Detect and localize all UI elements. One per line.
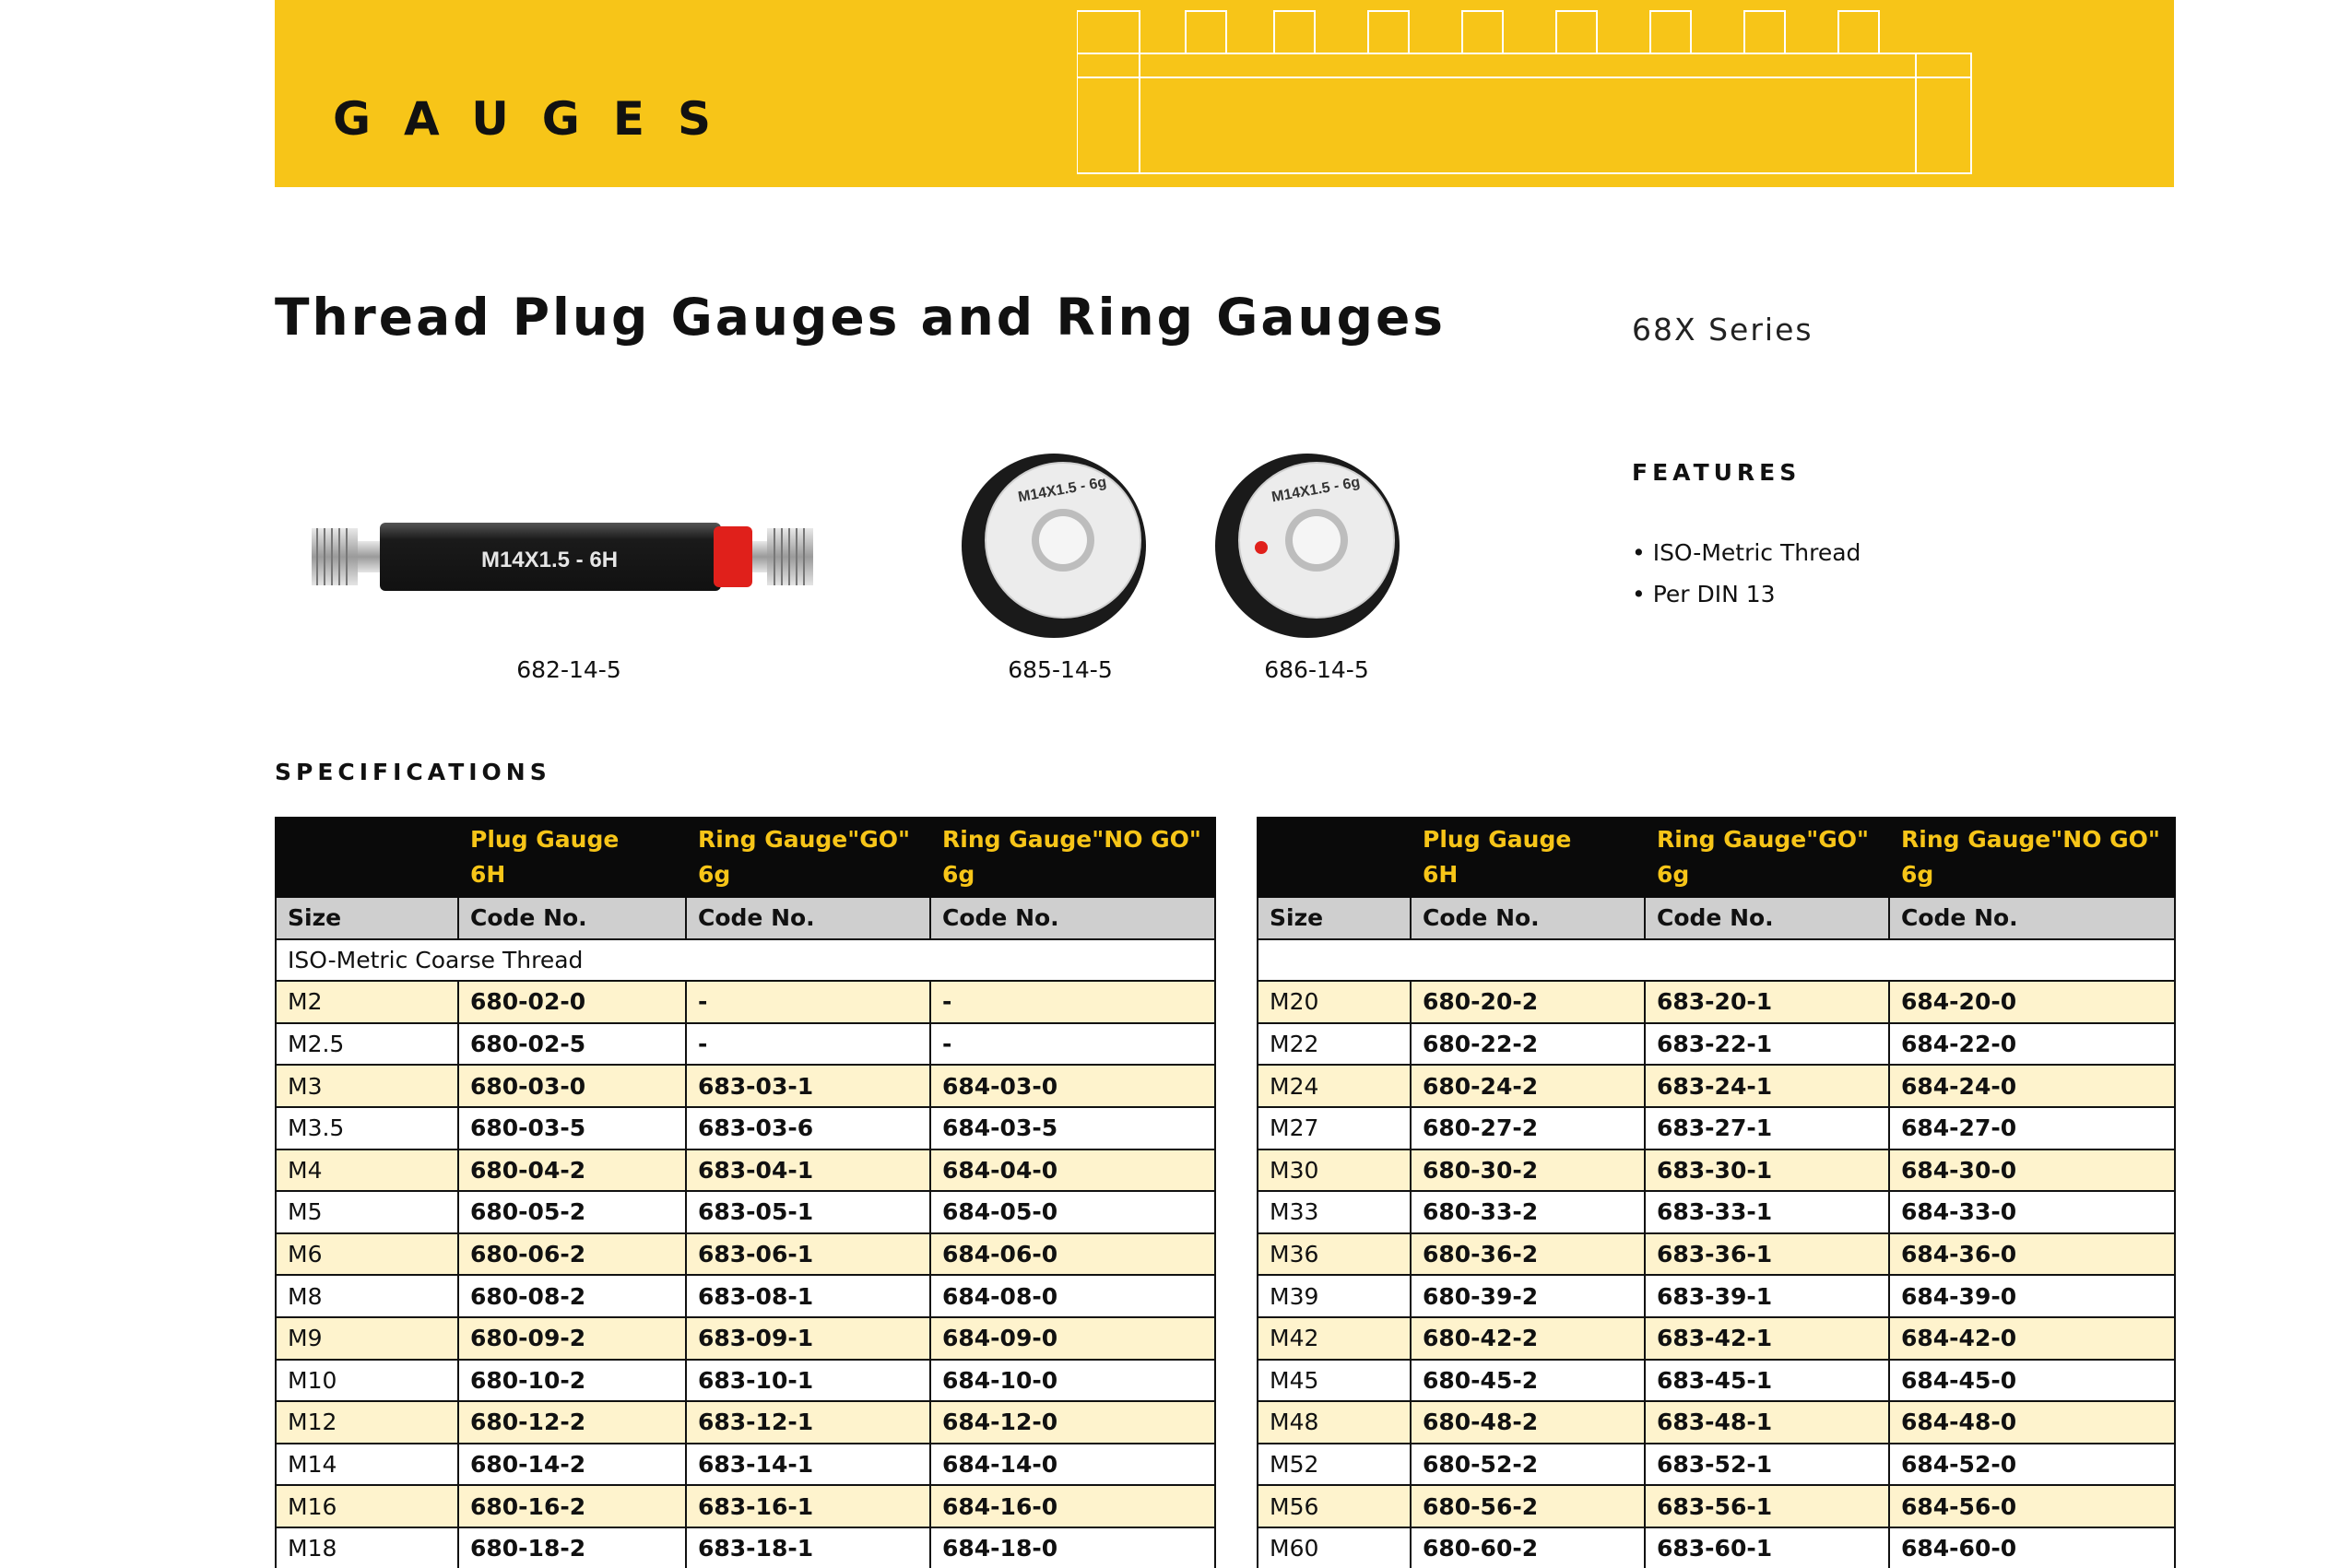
code-cell: 680-06-2 [458, 1233, 686, 1276]
plug-gauge-image [308, 512, 861, 604]
table-row [276, 1401, 1215, 1444]
code-cell: 680-27-2 [1411, 1107, 1645, 1149]
code-cell: 684-48-0 [1889, 1401, 2175, 1444]
section-label-empty [1258, 939, 2175, 982]
size-cell: M20 [1258, 981, 1411, 1023]
table-row [276, 1275, 1215, 1317]
header-ring-go: Ring Gauge"GO" 6g [686, 818, 930, 897]
code-cell: 683-14-1 [686, 1444, 930, 1486]
table-row [276, 1317, 1215, 1360]
table-row [1258, 1023, 2175, 1066]
banner-title: GAUGES [333, 92, 745, 146]
code-cell: 680-33-2 [1411, 1191, 1645, 1233]
code-cell: 683-08-1 [686, 1275, 930, 1317]
code-cell: 683-22-1 [1645, 1023, 1889, 1066]
feature-item: • ISO-Metric Thread [1632, 539, 1861, 566]
spec-table-left [275, 817, 1216, 1568]
table-subheader-row [1258, 897, 2175, 939]
size-cell: M16 [276, 1485, 458, 1527]
product-code-plug: 682-14-5 [516, 656, 621, 683]
subheader-size: Size [276, 897, 458, 939]
code-cell: 684-14-0 [930, 1444, 1215, 1486]
header-plug-gauge: Plug Gauge 6H [1411, 818, 1645, 897]
table-row [1258, 1401, 2175, 1444]
code-cell: 680-02-5 [458, 1023, 686, 1066]
table-row [276, 1149, 1215, 1192]
size-cell: M18 [276, 1527, 458, 1568]
table-row [276, 1444, 1215, 1486]
code-cell: 684-42-0 [1889, 1317, 2175, 1360]
plug-gauge-marking: M14X1.5 - 6H [480, 548, 619, 572]
subheader-size: Size [1258, 897, 1411, 939]
code-cell: 680-04-2 [458, 1149, 686, 1192]
subheader-code-no: Code No. [458, 897, 686, 939]
table-row [276, 1023, 1215, 1066]
code-cell: 684-18-0 [930, 1527, 1215, 1568]
size-cell: M39 [1258, 1275, 1411, 1317]
code-cell: 680-14-2 [458, 1444, 686, 1486]
code-cell: 684-36-0 [1889, 1233, 2175, 1276]
size-cell: M14 [276, 1444, 458, 1486]
code-cell: 684-60-0 [1889, 1527, 2175, 1568]
ring-gauge-go-image [954, 442, 1157, 645]
code-cell: 684-45-0 [1889, 1360, 2175, 1402]
size-cell: M6 [276, 1233, 458, 1276]
page-title: Thread Plug Gauges and Ring Gauges [275, 288, 1447, 347]
code-cell: 684-10-0 [930, 1360, 1215, 1402]
code-cell: 683-12-1 [686, 1401, 930, 1444]
table-row [1258, 1317, 2175, 1360]
subheader-code-no: Code No. [930, 897, 1215, 939]
size-cell: M27 [1258, 1107, 1411, 1149]
table-section-row [1258, 939, 2175, 982]
code-cell: 683-03-1 [686, 1065, 930, 1107]
code-cell: - [686, 981, 930, 1023]
spec-table-right [1257, 817, 2176, 1568]
table-row [276, 1233, 1215, 1276]
subheader-code-no: Code No. [1889, 897, 2175, 939]
table-row [1258, 1527, 2175, 1568]
code-cell: 683-06-1 [686, 1233, 930, 1276]
table-row [1258, 1065, 2175, 1107]
code-cell: 684-27-0 [1889, 1107, 2175, 1149]
size-cell: M45 [1258, 1360, 1411, 1402]
size-cell: M5 [276, 1191, 458, 1233]
table-header-row [1258, 818, 2175, 897]
code-cell: 684-56-0 [1889, 1485, 2175, 1527]
table-row [1258, 1275, 2175, 1317]
code-cell: - [930, 1023, 1215, 1066]
code-cell: 683-10-1 [686, 1360, 930, 1402]
code-cell: 680-36-2 [1411, 1233, 1645, 1276]
code-cell: 684-52-0 [1889, 1444, 2175, 1486]
code-cell: 680-60-2 [1411, 1527, 1645, 1568]
header-ring-nogo: Ring Gauge"NO GO" 6g [1889, 818, 2175, 897]
code-cell: 680-56-2 [1411, 1485, 1645, 1527]
code-cell: 684-39-0 [1889, 1275, 2175, 1317]
code-cell: 683-42-1 [1645, 1317, 1889, 1360]
code-cell: 683-56-1 [1645, 1485, 1889, 1527]
table-row [276, 1360, 1215, 1402]
code-cell: 680-02-0 [458, 981, 686, 1023]
product-code-ring-go: 685-14-5 [1008, 656, 1113, 683]
code-cell: 683-60-1 [1645, 1527, 1889, 1568]
table-header-row [276, 818, 1215, 897]
code-cell: 683-52-1 [1645, 1444, 1889, 1486]
code-cell: 683-18-1 [686, 1527, 930, 1568]
size-cell: M9 [276, 1317, 458, 1360]
product-code-ring-nogo: 686-14-5 [1264, 656, 1369, 683]
code-cell: 683-27-1 [1645, 1107, 1889, 1149]
code-cell: 684-09-0 [930, 1317, 1215, 1360]
table-row [1258, 1107, 2175, 1149]
code-cell: 683-05-1 [686, 1191, 930, 1233]
code-cell: 684-03-5 [930, 1107, 1215, 1149]
header-banner [275, 0, 2174, 187]
series-label: 68X Series [1632, 312, 1813, 348]
code-cell: 680-39-2 [1411, 1275, 1645, 1317]
table-row [1258, 981, 2175, 1023]
code-cell: 683-09-1 [686, 1317, 930, 1360]
size-cell: M10 [276, 1360, 458, 1402]
code-cell: 683-48-1 [1645, 1401, 1889, 1444]
code-cell: 680-20-2 [1411, 981, 1645, 1023]
code-cell: 683-24-1 [1645, 1065, 1889, 1107]
code-cell: 683-45-1 [1645, 1360, 1889, 1402]
code-cell: 684-04-0 [930, 1149, 1215, 1192]
ring-go-marking: M14X1.5 - 6g [1017, 474, 1108, 506]
code-cell: 683-30-1 [1645, 1149, 1889, 1192]
table-row [276, 981, 1215, 1023]
code-cell: 680-16-2 [458, 1485, 686, 1527]
table-row [276, 1065, 1215, 1107]
table-subheader-row [276, 897, 1215, 939]
size-cell: M56 [1258, 1485, 1411, 1527]
size-cell: M42 [1258, 1317, 1411, 1360]
code-cell: - [930, 981, 1215, 1023]
size-cell: M12 [276, 1401, 458, 1444]
size-cell: M3 [276, 1065, 458, 1107]
code-cell: 684-24-0 [1889, 1065, 2175, 1107]
code-cell: 684-16-0 [930, 1485, 1215, 1527]
code-cell: 683-04-1 [686, 1149, 930, 1192]
size-cell: M60 [1258, 1527, 1411, 1568]
code-cell: - [686, 1023, 930, 1066]
size-cell: M3.5 [276, 1107, 458, 1149]
size-cell: M48 [1258, 1401, 1411, 1444]
size-cell: M24 [1258, 1065, 1411, 1107]
size-cell: M4 [276, 1149, 458, 1192]
table-row [1258, 1444, 2175, 1486]
code-cell: 680-52-2 [1411, 1444, 1645, 1486]
code-cell: 680-09-2 [458, 1317, 686, 1360]
table-row [1258, 1485, 2175, 1527]
code-cell: 680-45-2 [1411, 1360, 1645, 1402]
table-row [276, 1107, 1215, 1149]
size-cell: M8 [276, 1275, 458, 1317]
subheader-code-no: Code No. [1411, 897, 1645, 939]
code-cell: 680-08-2 [458, 1275, 686, 1317]
table-row [1258, 1233, 2175, 1276]
table-row [1258, 1191, 2175, 1233]
code-cell: 683-03-6 [686, 1107, 930, 1149]
header-ring-nogo: Ring Gauge"NO GO" 6g [930, 818, 1215, 897]
table-section-row [276, 939, 1215, 982]
code-cell: 684-03-0 [930, 1065, 1215, 1107]
code-cell: 684-33-0 [1889, 1191, 2175, 1233]
subheader-code-no: Code No. [686, 897, 930, 939]
ring-gauge-nogo-image [1208, 442, 1411, 645]
code-cell: 680-30-2 [1411, 1149, 1645, 1192]
ring-nogo-marking: M14X1.5 - 6g [1270, 474, 1362, 506]
code-cell: 683-16-1 [686, 1485, 930, 1527]
header-blank [1258, 818, 1411, 897]
code-cell: 684-05-0 [930, 1191, 1215, 1233]
header-plug-gauge: Plug Gauge 6H [458, 818, 686, 897]
table-row [276, 1191, 1215, 1233]
code-cell: 683-33-1 [1645, 1191, 1889, 1233]
table-row [1258, 1360, 2175, 1402]
code-cell: 683-36-1 [1645, 1233, 1889, 1276]
feature-item: • Per DIN 13 [1632, 581, 1776, 607]
code-cell: 684-30-0 [1889, 1149, 2175, 1192]
specifications-title: SPECIFICATIONS [275, 759, 551, 785]
size-cell: M30 [1258, 1149, 1411, 1192]
size-cell: M2 [276, 981, 458, 1023]
code-cell: 684-22-0 [1889, 1023, 2175, 1066]
code-cell: 684-08-0 [930, 1275, 1215, 1317]
code-cell: 680-18-2 [458, 1527, 686, 1568]
code-cell: 680-42-2 [1411, 1317, 1645, 1360]
size-cell: M36 [1258, 1233, 1411, 1276]
table-row [276, 1527, 1215, 1568]
code-cell: 684-06-0 [930, 1233, 1215, 1276]
section-label: ISO-Metric Coarse Thread [276, 939, 1215, 982]
code-cell: 680-03-5 [458, 1107, 686, 1149]
code-cell: 680-03-0 [458, 1065, 686, 1107]
code-cell: 680-22-2 [1411, 1023, 1645, 1066]
table-row [1258, 1149, 2175, 1192]
size-cell: M2.5 [276, 1023, 458, 1066]
size-cell: M33 [1258, 1191, 1411, 1233]
size-cell: M52 [1258, 1444, 1411, 1486]
code-cell: 684-12-0 [930, 1401, 1215, 1444]
header-blank [276, 818, 458, 897]
subheader-code-no: Code No. [1645, 897, 1889, 939]
code-cell: 683-39-1 [1645, 1275, 1889, 1317]
thread-pattern-decoration [1077, 0, 2266, 187]
features-title: FEATURES [1632, 459, 1802, 486]
code-cell: 680-12-2 [458, 1401, 686, 1444]
code-cell: 684-20-0 [1889, 981, 2175, 1023]
table-row [276, 1485, 1215, 1527]
header-ring-go: Ring Gauge"GO" 6g [1645, 818, 1889, 897]
code-cell: 680-48-2 [1411, 1401, 1645, 1444]
code-cell: 680-10-2 [458, 1360, 686, 1402]
code-cell: 683-20-1 [1645, 981, 1889, 1023]
size-cell: M22 [1258, 1023, 1411, 1066]
code-cell: 680-24-2 [1411, 1065, 1645, 1107]
code-cell: 680-05-2 [458, 1191, 686, 1233]
